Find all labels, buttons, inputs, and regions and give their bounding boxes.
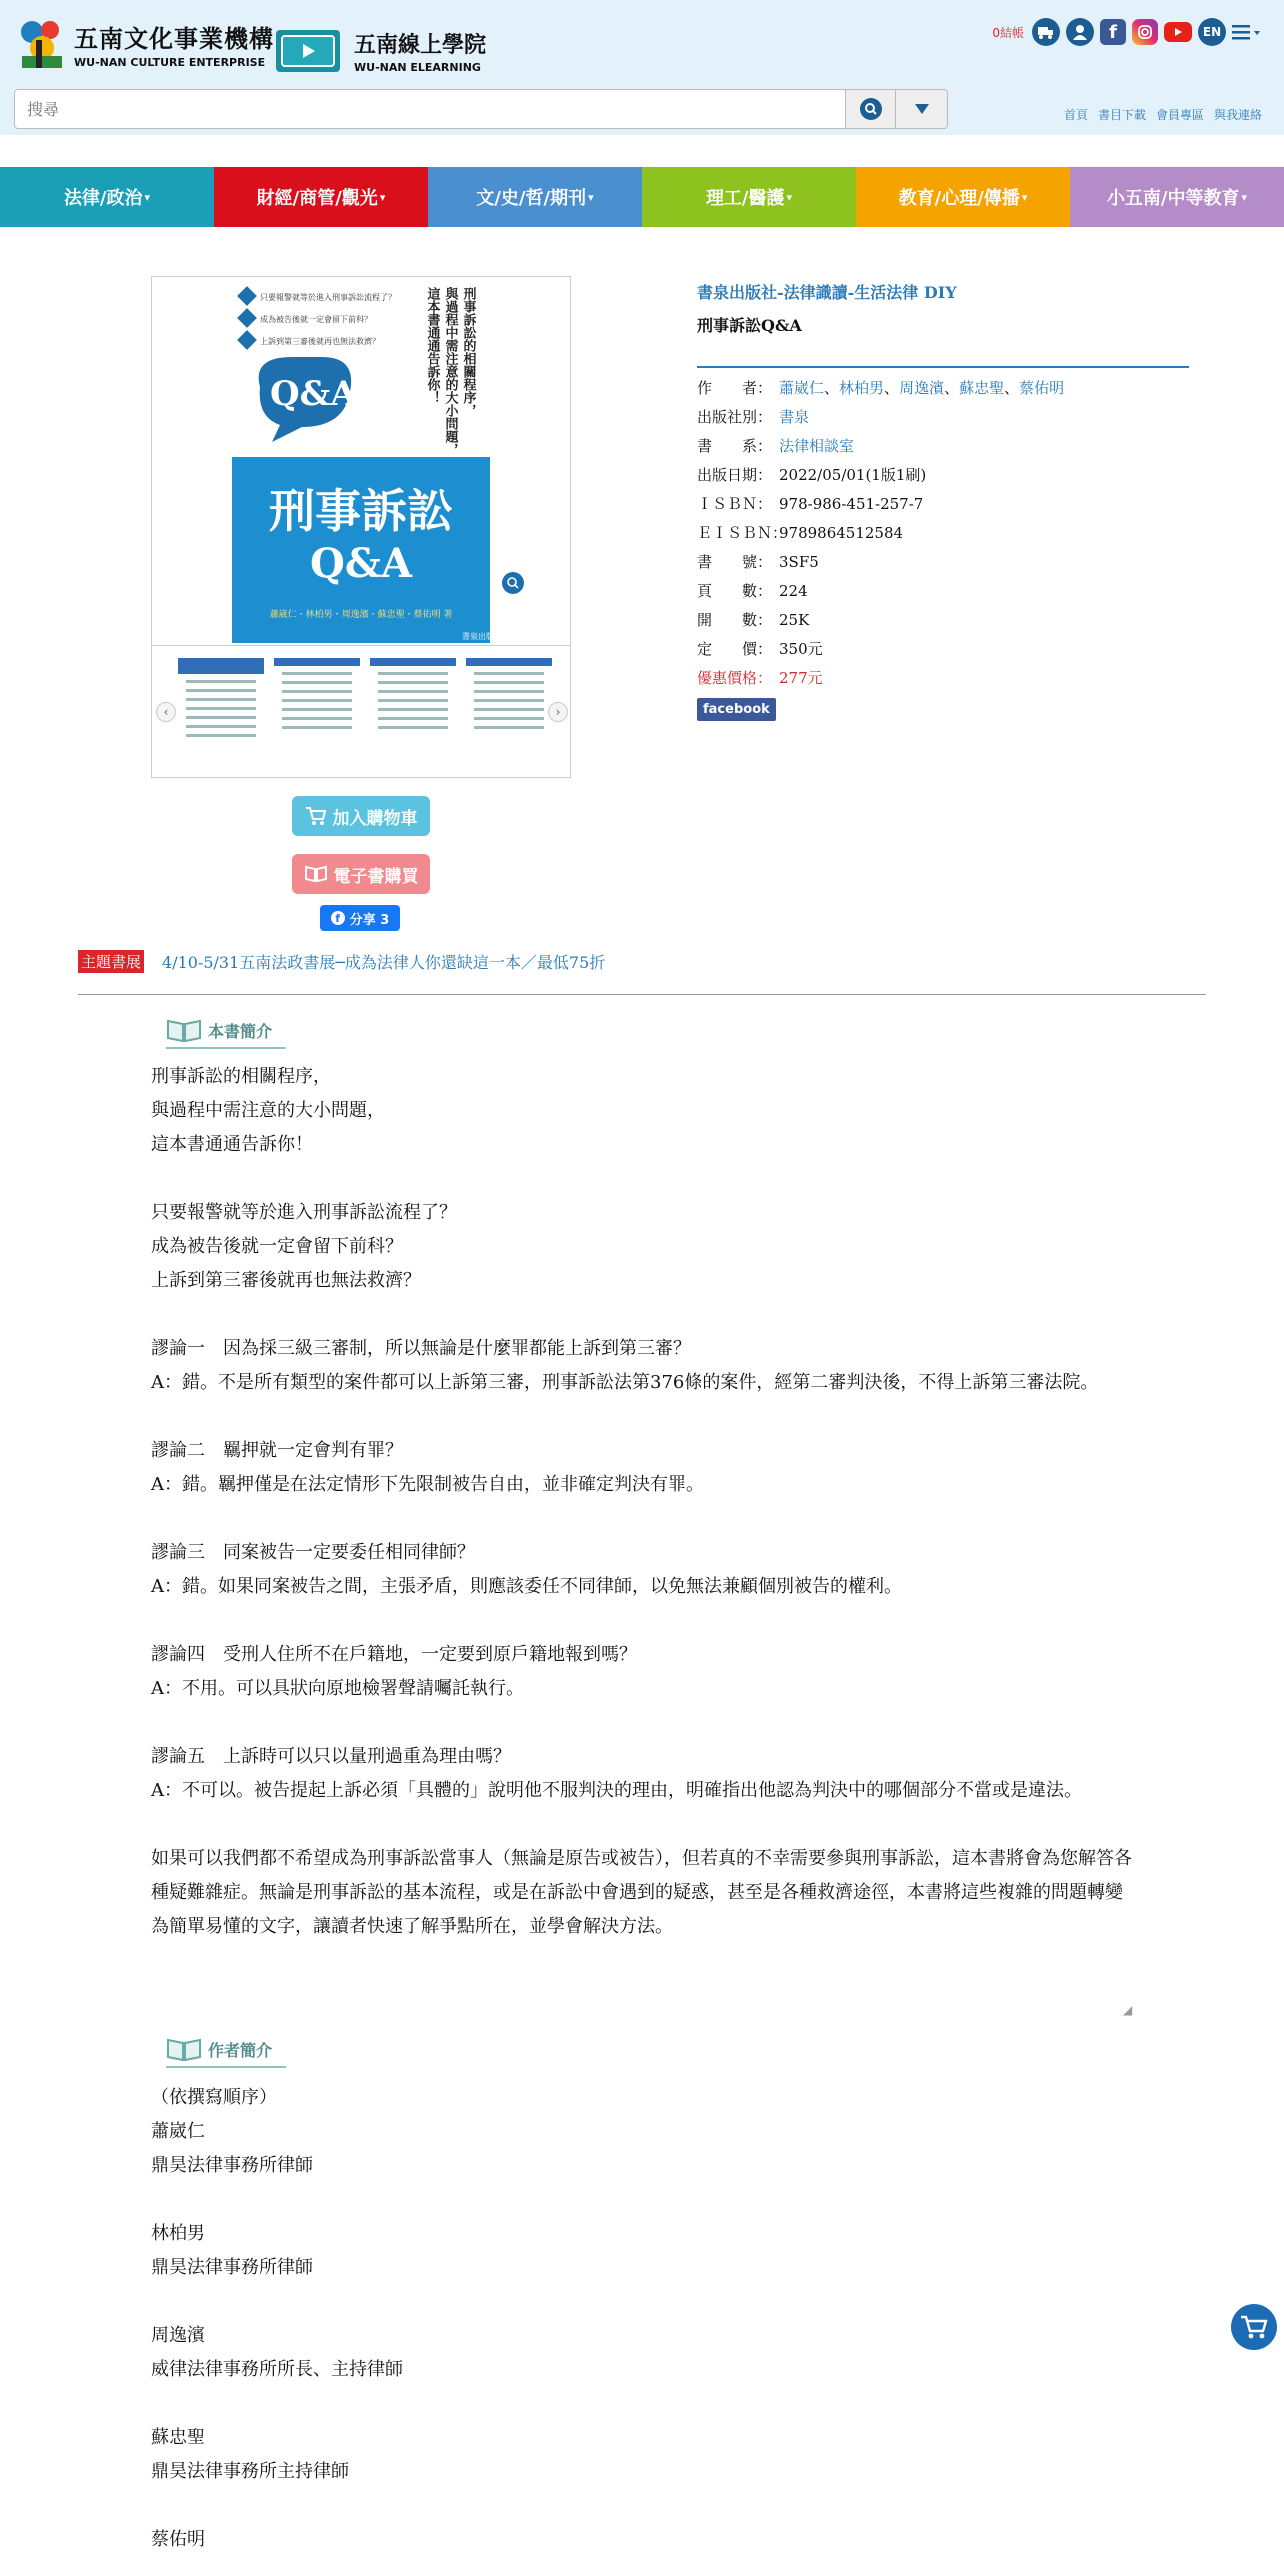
- thumbnail[interactable]: [274, 658, 360, 764]
- cart-truck-icon[interactable]: [1032, 18, 1060, 46]
- author-intro: [151, 2081, 1136, 2557]
- search-icon: [860, 98, 882, 120]
- thumbnail[interactable]: [178, 658, 264, 764]
- language-toggle[interactable]: EN: [1198, 18, 1226, 46]
- link-member-area[interactable]: 會員專區: [1155, 108, 1204, 122]
- nav-finance-business[interactable]: 財經/商管/觀光 ▾: [214, 167, 428, 227]
- intro-line: A：錯。羈押僅是在法定情形下先限制被告自由，並非確定判決有罪。: [151, 1474, 704, 1495]
- caret-down-icon: ▾: [379, 190, 386, 204]
- elearning-name-en: WU-NAN ELEARNING: [354, 61, 481, 74]
- intro-line: [151, 1502, 1136, 1536]
- cover-bullets: [237, 286, 396, 350]
- format-row: 開 數： 25K: [697, 611, 810, 629]
- author-line: 鼎昊法律事務所主持律師: [151, 2461, 349, 2482]
- search-bar: [14, 89, 948, 129]
- divider: [78, 994, 1206, 995]
- author-link[interactable]: 周逸濱: [899, 379, 945, 397]
- intro-line: 只要報警就等於進入刑事訴訟流程了？: [151, 1202, 457, 1223]
- author-line: [151, 2489, 1136, 2523]
- elearning-name-zh: 五南線上學院: [354, 33, 487, 58]
- intro-line: 謬論三 同案被告一定要委任相同律師？: [151, 1542, 475, 1563]
- caret-down-icon: [915, 104, 929, 114]
- author-link[interactable]: 蘇忠聖: [959, 379, 1005, 397]
- intro-line: [151, 1298, 1136, 1332]
- promo-banner: [78, 950, 605, 973]
- caret-down-icon: ▾: [144, 190, 151, 204]
- intro-line: [151, 1604, 1136, 1638]
- author-heading: 作者簡介: [166, 2036, 272, 2062]
- author-line: 蔡佑明: [151, 2529, 205, 2550]
- intro-line: 刑事訴訟的相關程序，: [151, 1066, 331, 1087]
- intro-line: 這本書通通告訴你！: [151, 1134, 313, 1155]
- intro-line: 成為被告後就一定會留下前科？: [151, 1236, 403, 1257]
- add-to-cart-button[interactable]: 加入購物車: [292, 796, 430, 836]
- intro-line: [151, 1706, 1136, 1740]
- shopping-cart-icon: [1240, 2314, 1268, 2340]
- wunan-emblem-icon: [16, 16, 68, 72]
- youtube-icon[interactable]: [1164, 22, 1192, 42]
- author-link[interactable]: 林柏男: [839, 379, 885, 397]
- header-icons: [992, 18, 1262, 46]
- cover-authors: 蕭崴仁・林柏男・周逸濱・蘇忠聖・蔡佑明 著: [269, 610, 453, 620]
- intro-line: 如果可以我們都不希望成為刑事訴訟當事人（無論是原告或被告），但若真的不幸需要參與刑事訴訟，這本書將會為您解答各種疑難雜症。無論是刑事訴訟的基本流程，或是在訴訟中會遇到的疑惑，甚至是各種救濟途徑，本書將這些複雜的問題轉變為簡單易懂的文字，讓讀者快速了解爭點所在，並學會解決方法。: [151, 1848, 1132, 1937]
- chevron-right-icon[interactable]: ›: [548, 702, 568, 722]
- play-screen-icon: [276, 30, 340, 72]
- price-row: 定 價： 350元: [697, 640, 823, 658]
- caret-down-icon: ▾: [1021, 190, 1028, 204]
- intro-line: A：不用。可以具狀向原地檢署聲請囑託執行。: [151, 1678, 524, 1699]
- open-book-icon: [166, 2036, 202, 2062]
- thumbnail[interactable]: [370, 658, 456, 764]
- intro-line: [151, 1162, 1136, 1196]
- nav-science-medical[interactable]: 理工/醫護 ▾: [642, 167, 856, 227]
- facebook-icon[interactable]: f: [1100, 19, 1126, 45]
- nav-law-politics[interactable]: 法律/政治 ▾: [0, 167, 214, 227]
- author-link[interactable]: 蔡佑明: [1019, 379, 1065, 397]
- cover-vertical-text: 這本書通通告訴你！: [424, 287, 440, 404]
- cover-bullet: 上訴到第三審後就再也無法救濟？: [260, 337, 380, 346]
- promo-tag: 主題書展: [78, 950, 144, 973]
- author-line: 蕭崴仁: [151, 2121, 205, 2142]
- nav-kids-secondary[interactable]: 小五南/中等教育 ▾: [1070, 167, 1284, 227]
- member-icon[interactable]: [1066, 18, 1094, 46]
- instagram-icon[interactable]: [1132, 19, 1158, 45]
- link-contact[interactable]: 與我連絡: [1213, 108, 1262, 122]
- site-header: [0, 0, 1284, 135]
- intro-line: A：錯。不是所有類型的案件都可以上訴第三審，刑事訴訟法第376條的案件，經第二審判決後，不得上訴第三審法院。: [151, 1372, 1099, 1393]
- nav-education-psychology[interactable]: 教育/心理/傳播 ▾: [856, 167, 1070, 227]
- author-line: 鼎昊法律事務所律師: [151, 2155, 313, 2176]
- brand-name-zh: 五南文化事業機構: [74, 25, 274, 53]
- caret-down-icon: ▾: [588, 190, 594, 204]
- publisher-row: 出版社別： 書泉: [697, 403, 1189, 432]
- cover-bullet: 成為被告後就一定會留下前科？: [260, 315, 372, 324]
- author-line: [151, 2183, 1136, 2217]
- search-dropdown-button[interactable]: [896, 89, 948, 129]
- link-home[interactable]: 首頁: [1063, 108, 1088, 122]
- author-line: 蘇忠聖: [151, 2427, 205, 2448]
- menu-icon[interactable]: [1232, 20, 1262, 44]
- intro-line: 謬論二 羈押就一定會判有罪？: [151, 1440, 403, 1461]
- category-nav: [0, 167, 1284, 227]
- thumbnail[interactable]: [466, 658, 552, 764]
- zoom-icon[interactable]: [502, 572, 524, 594]
- cover-title: 刑事訴訟: [269, 484, 453, 538]
- author-line: 鼎昊法律事務所律師: [151, 2257, 313, 2278]
- intro-line: [151, 1808, 1136, 1842]
- sale-price-row: 優惠價格： 277元: [697, 669, 823, 687]
- cover-qa-mark: Q&A: [270, 374, 357, 414]
- book-title: 刑事訴訟Q&A: [697, 316, 802, 335]
- intro-line: A：不可以。被告提起上訴必須「具體的」說明他不服判決的理由，明確指出他認為判決中的哪個部分不當或是違法。: [151, 1780, 1082, 1801]
- isbn-row: ＩＳＢＮ： 978-986-451-257-7: [697, 495, 924, 513]
- resize-handle-icon[interactable]: ◢: [1123, 2003, 1133, 2017]
- shopping-cart-icon: [305, 806, 327, 826]
- facebook-badge[interactable]: facebook: [697, 698, 776, 721]
- intro-line: 謬論四 受刑人住所不在戶籍地，一定要到原戶籍地報到嗎？: [151, 1644, 637, 1665]
- promo-link[interactable]: 4/10-5/31五南法政書展─成為法律人你還缺這一本／最低75折: [162, 953, 606, 972]
- author-line: 威律法律事務所所長、主持律師: [151, 2359, 403, 2380]
- intro-line: [151, 1400, 1136, 1434]
- author-line: [151, 2285, 1136, 2319]
- divider: [697, 366, 1189, 368]
- caret-down-icon: ▾: [1241, 190, 1248, 204]
- top-links: [1064, 106, 1262, 123]
- intro-line: 謬論五 上訴時可以只以量刑過重為理由嗎？: [151, 1746, 511, 1767]
- author-line: [151, 2387, 1136, 2421]
- caret-down-icon: ▾: [786, 190, 793, 204]
- eisbn-row: ＥＩＳＢＮ： 9789864512584: [697, 524, 904, 542]
- book-intro: [151, 1060, 1136, 1944]
- author-line: 林柏男: [151, 2223, 205, 2244]
- book-info: [697, 280, 1189, 721]
- nav-humanities[interactable]: 文/史/哲/期刊 ▾: [428, 167, 642, 227]
- open-book-icon: [304, 865, 328, 883]
- intro-line: A：錯。如果同案被告之間，主張矛盾，則應該委任不同律師，以免無法兼顧個別被告的權利。: [151, 1576, 902, 1597]
- author-link[interactable]: 蕭崴仁: [779, 379, 825, 397]
- search-input[interactable]: [14, 89, 846, 129]
- code-row: 書 號： 3SF5: [697, 553, 819, 571]
- cover-vertical-text: 與過程中需注意的大小問題，: [442, 287, 458, 456]
- series-link[interactable]: 書泉出版社-法律識讀-生活法律 DIY: [697, 283, 957, 302]
- publisher-link[interactable]: 書泉: [779, 408, 810, 426]
- chevron-left-icon[interactable]: ‹: [156, 702, 176, 722]
- author-row: 作 者： 蕭崴仁、林柏男、周逸濱、蘇忠聖、蔡佑明: [697, 379, 1065, 397]
- floating-cart-button[interactable]: [1231, 2304, 1277, 2350]
- author-line: 周逸濱: [151, 2325, 205, 2346]
- book-cover[interactable]: [151, 276, 571, 646]
- wunan-logo[interactable]: [16, 16, 274, 72]
- link-catalog-download[interactable]: 書目下載: [1097, 108, 1146, 122]
- thumbnail-strip: [151, 646, 571, 778]
- facebook-share-button[interactable]: f 分享 3: [320, 905, 400, 931]
- ebook-purchase-button[interactable]: 電子書購買: [292, 854, 430, 894]
- elearning-logo[interactable]: [276, 28, 486, 74]
- series-row: 書 系： 法律相談室: [697, 432, 1189, 461]
- open-book-icon: [166, 1017, 202, 1043]
- facebook-icon: f: [331, 911, 345, 925]
- brand-name-en: WU-NAN CULTURE ENTERPRISE: [74, 56, 266, 69]
- intro-heading: 本書簡介: [166, 1017, 272, 1043]
- cover-subtitle: Q&A: [310, 540, 412, 587]
- cover-publisher: 書泉出版: [462, 632, 494, 641]
- author-line: （依撰寫順序）: [151, 2087, 277, 2108]
- intro-line: 謬論一 因為採三級三審制，所以無論是什麼罪都能上訴到第三審？: [151, 1338, 691, 1359]
- cover-bullet: 只要報警就等於進入刑事訴訟流程了？: [260, 293, 396, 302]
- cart-checkout-link[interactable]: 0結帳: [992, 25, 1024, 40]
- search-button[interactable]: [846, 89, 896, 129]
- cover-vertical-text: 刑事訴訟的相關程序，: [460, 287, 476, 417]
- intro-line: 上訴到第三審後就再也無法救濟？: [151, 1270, 421, 1291]
- intro-line: 與過程中需注意的大小問題，: [151, 1100, 385, 1121]
- date-row: 出版日期： 2022/05/01(1版1刷): [697, 466, 927, 484]
- pages-row: 頁 數： 224: [697, 582, 808, 600]
- series-name-link[interactable]: 法律相談室: [779, 437, 855, 455]
